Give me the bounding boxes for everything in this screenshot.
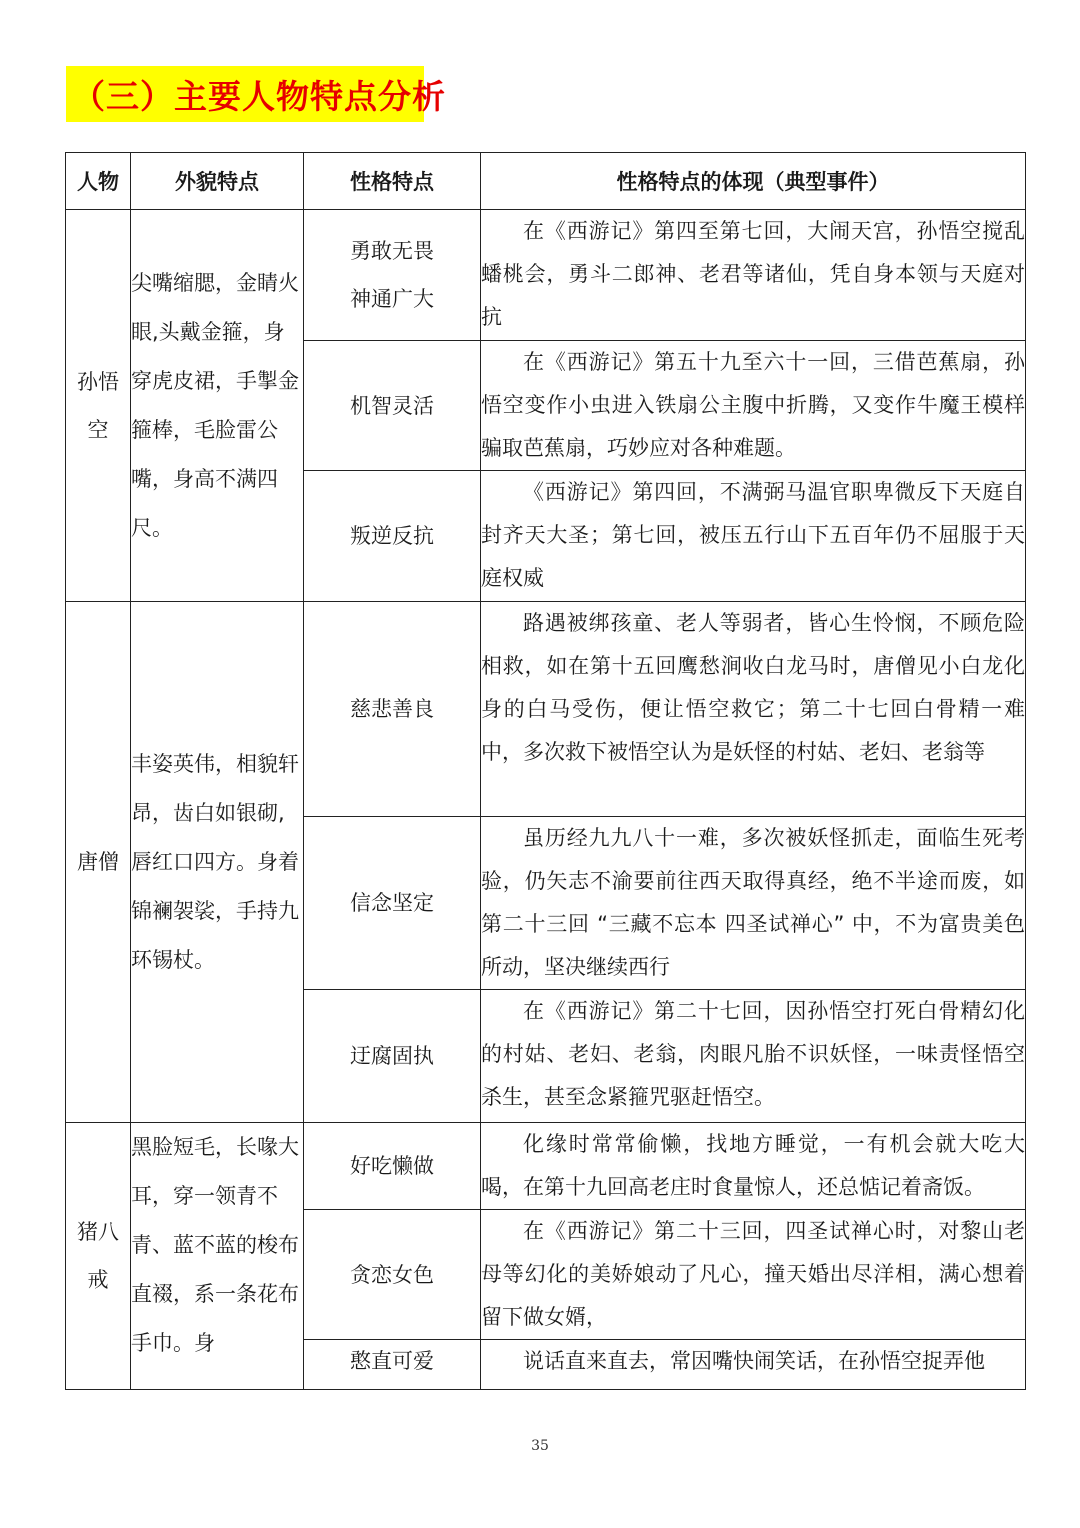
trait-cell [304,1123,481,1210]
event-text: 《西游记》第四回，不满弼马温官职卑微反下天庭自封齐天大圣；第七回，被压五行山下五百年仍不屈服于天庭权威 [481,480,1025,590]
table-row [66,602,1026,817]
trait-cell [304,990,481,1123]
trait-cell [304,602,481,817]
event-text: 说话直来直去，常因嘴快闹笑话，在孙悟空捉弄他 [523,1349,985,1373]
event-cell [481,471,1026,602]
trait-cell [304,341,481,471]
event-text: 路遇被绑孩童、老人等弱者，皆心生怜悯，不顾危险相救，如在第十五回鹰愁涧收白龙马时，唐僧见小白龙化身的白马受伤，便让悟空救它；第二十七回白骨精一难中，多次救下被悟空认为是妖怪的村姑、老妇、老翁等 [481,611,1025,764]
trait-text: 叛逆反抗 [350,524,434,548]
character-name: 唐僧 [77,850,119,874]
trait-cell [304,1340,481,1390]
character-name-cell [66,1123,131,1390]
event-text: 在《西游记》第四至第七回，大闹天宫，孙悟空搅乱蟠桃会，勇斗二郎神、老君等诸仙，凭自身本领与天庭对抗 [481,219,1025,329]
event-cell [481,1123,1026,1210]
trait-text: 慈悲善良 [350,697,434,721]
header-character: 人物 [66,153,131,210]
event-cell [481,210,1026,341]
page-number: 35 [531,1438,549,1454]
event-text: 虽历经九九八十一难，多次被妖怪抓走，面临生死考验，仍矢志不渝要前往西天取得真经，绝不半途而废，如第二十三回 “三藏不忘本 四圣试禅心” 中，不为富贵美色所动，坚决继续西行 [481,826,1025,979]
header-appearance: 外貌特点 [131,153,304,210]
event-text: 在《西游记》第五十九至六十一回，三借芭蕉扇，孙悟空变作小虫进入铁扇公主腹中折腾，又变作牛魔王模样骗取芭蕉扇，巧妙应对各种难题。 [481,350,1025,460]
trait-text: 机智灵活 [350,393,434,418]
event-text: 化缘时常常偷懒，找地方睡觉，一有机会就大吃大喝，在第十九回高老庄时食量惊人，还总惦记着斋饭。 [481,1132,1025,1199]
appearance-cell [131,602,304,1123]
trait-text: 好吃懒做 [350,1154,434,1178]
trait-text: 勇敢无畏神通广大 [350,239,434,311]
event-cell [481,990,1026,1123]
header-events: 性格特点的体现（典型事件） [481,153,1026,210]
trait-cell [304,210,481,341]
event-cell [481,1340,1026,1390]
event-cell [481,341,1026,471]
trait-cell [304,817,481,990]
table-header-row [66,153,1026,210]
appearance-cell [131,210,304,602]
character-name-cell [66,210,131,602]
trait-cell [304,1210,481,1340]
section-title: （三）主要人物特点分析 [72,76,446,116]
trait-text: 迂腐固执 [350,1044,434,1068]
trait-cell [304,471,481,602]
character-name: 孙悟空 [77,369,119,442]
character-name: 猪八戒 [77,1220,119,1292]
section-title-box [66,66,446,122]
appearance-text: 尖嘴缩腮，金睛火眼,头戴金箍，身穿虎皮裙，手掣金箍棒，毛脸雷公嘴，身高不满四尺。 [131,270,299,540]
event-text: 在《西游记》第二十三回，四圣试禅心时，对黎山老母等幻化的美娇娘动了凡心，撞天婚出尽洋相，满心想着留下做女婿， [481,1219,1025,1329]
appearance-text: 丰姿英伟，相貌轩昂，齿白如银砌,唇红口四方。身着锦襕袈裟，手持九环锡杖。 [131,751,299,972]
table-row [66,1123,1026,1210]
trait-text: 贪恋女色 [350,1262,434,1287]
event-text: 在《西游记》第二十七回，因孙悟空打死白骨精幻化的村姑、老妇、老翁，肉眼凡胎不识妖怪，一味责怪悟空杀生，甚至念紧箍咒驱赶悟空。 [481,999,1025,1109]
appearance-text: 黑脸短毛，长喙大耳，穿一领青不青、蓝不蓝的梭布直裰，系一条花布手巾。身 [131,1135,299,1355]
table-row [66,210,1026,341]
event-cell [481,817,1026,990]
event-cell [481,602,1026,817]
header-personality: 性格特点 [304,153,481,210]
appearance-cell [131,1123,304,1390]
event-cell [481,1210,1026,1340]
character-name-cell [66,602,131,1123]
trait-text: 憨直可爱 [350,1349,434,1373]
trait-text: 信念坚定 [350,891,434,915]
character-analysis-table [65,152,1026,1390]
